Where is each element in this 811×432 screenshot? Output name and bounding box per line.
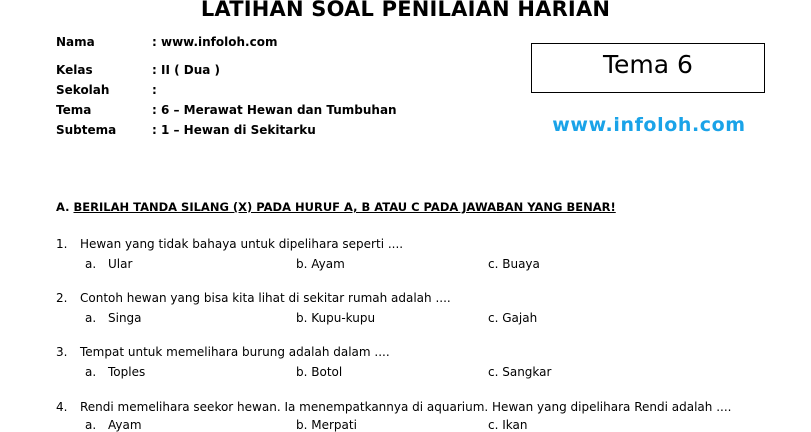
option-b: b. Ayam [296, 257, 345, 271]
info-label-subtema: Subtema [56, 123, 117, 137]
option-a: Toples [108, 365, 146, 379]
question-number: 4. [56, 400, 68, 414]
option-a-label: a. [85, 418, 97, 432]
tema-box: Tema 6 [531, 43, 765, 93]
section-instruction-text: BERILAH TANDA SILANG (X) PADA HURUF A, B ATAU C PADA JAWABAN YANG BENAR! [73, 200, 616, 214]
info-value-sekolah: : [152, 83, 157, 97]
option-a-label: a. [85, 365, 97, 379]
option-a: Singa [108, 311, 142, 325]
option-a: Ular [108, 257, 133, 271]
site-url [531, 114, 767, 136]
option-b: b. Merpati [296, 418, 357, 432]
option-c: c. Ikan [488, 418, 528, 432]
section-instruction [56, 200, 616, 214]
info-value-tema: : 6 – Merawat Hewan dan Tumbuhan [152, 103, 397, 117]
option-a: Ayam [108, 418, 142, 432]
option-a-label: a. [85, 311, 97, 325]
document-title: LATIHAN SOAL PENILAIAN HARIAN [200, 0, 611, 21]
option-c: c. Buaya [488, 257, 540, 271]
question-text: Hewan yang tidak bahaya untuk dipelihara seperti .... [80, 237, 404, 251]
question-text: Tempat untuk memelihara burung adalah dalam .... [80, 345, 390, 359]
site-url-text: www.infoloh.com [552, 114, 746, 136]
option-c: c. Sangkar [488, 365, 552, 379]
question-text: Contoh hewan yang bisa kita lihat di sekitar rumah adalah .... [80, 291, 451, 305]
section-letter: A. [56, 200, 70, 214]
option-c: c. Gajah [488, 311, 538, 325]
question-number: 1. [56, 237, 68, 251]
option-a-label: a. [85, 257, 97, 271]
question-number: 2. [56, 291, 68, 305]
info-label-nama: Nama [56, 35, 95, 49]
info-label-sekolah: Sekolah [56, 83, 110, 97]
option-b: b. Kupu-kupu [296, 311, 376, 325]
question-text: Rendi memelihara seekor hewan. Ia menempatkannya di aquarium. Hewan yang dipelihara Rendi adalah .... [80, 400, 732, 414]
option-b: b. Botol [296, 365, 343, 379]
question-number: 3. [56, 345, 68, 359]
info-value-nama: : www.infoloh.com [152, 35, 278, 49]
info-label-tema: Tema [56, 103, 92, 117]
info-label-kelas: Kelas [56, 63, 93, 77]
info-value-kelas: : II ( Dua ) [152, 63, 221, 77]
info-value-subtema: : 1 – Hewan di Sekitarku [152, 123, 316, 137]
